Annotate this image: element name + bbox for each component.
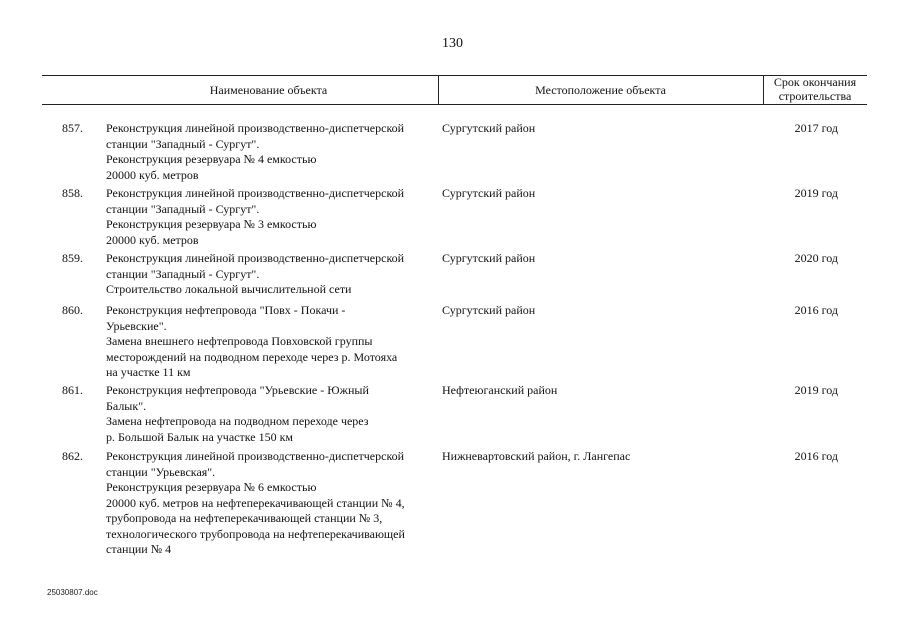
object-name-line: Замена нефтепровода на подводном переходе через <box>106 414 369 428</box>
row-term: 2019 год <box>794 383 838 397</box>
header-divider-location-term <box>763 75 764 104</box>
header-term-line2: строительства <box>778 89 852 103</box>
row-location: Нефтеюганский район <box>442 383 558 397</box>
object-name-line: Реконструкция резервуара № 3 емкостью <box>106 217 317 231</box>
page-number: 130 <box>442 36 463 51</box>
row-object-name <box>106 186 438 248</box>
row-object-name <box>106 121 438 183</box>
object-name-line: Реконструкция резервуара № 6 емкостью <box>106 480 317 494</box>
row-object-name <box>106 383 438 445</box>
row-object-name <box>106 251 438 298</box>
object-name-line: станции № 4 <box>106 542 172 556</box>
object-name-line: Реконструкция линейной производственно-диспетчерской <box>106 121 405 135</box>
object-name-line: трубопровода на нефтеперекачивающей станции № 3, <box>106 511 383 525</box>
object-name-line: Урьевские". <box>106 318 167 333</box>
object-name-line: р. Большой Балык на участке 150 км <box>106 429 294 444</box>
row-object-name <box>106 449 438 558</box>
row-location: Сургутский район <box>442 251 536 265</box>
row-term: 2016 год <box>794 449 838 463</box>
row-number: 861. <box>62 383 83 397</box>
row-term: 2020 год <box>794 251 838 265</box>
header-location: Местоположение объекта <box>535 83 666 97</box>
object-name-line: станции "Западный - Сургут". <box>106 266 260 281</box>
object-name-line: 20000 куб. метров <box>106 232 199 247</box>
object-name-line: Реконструкция линейной производственно-диспетчерской <box>106 186 405 200</box>
table-header-bottom-rule <box>42 104 867 105</box>
object-name-line: Реконструкция линейной производственно-диспетчерской <box>106 251 405 265</box>
object-name-line: Балык". <box>106 398 147 413</box>
object-name-line: Реконструкция нефтепровода "Урьевские - Южный <box>106 383 369 397</box>
object-name-line: Замена внешнего нефтепровода Повховской группы <box>106 334 373 348</box>
row-object-name <box>106 303 438 381</box>
object-name-line: 20000 куб. метров на нефтеперекачивающей станции № 4, <box>106 495 405 510</box>
row-location: Сургутский район <box>442 186 536 200</box>
row-term: 2017 год <box>794 121 838 135</box>
object-name-line: Строительство локальной вычислительной сети <box>106 282 352 296</box>
object-name-line: Реконструкция резервуара № 4 емкостью <box>106 152 317 166</box>
table-header-top-rule <box>42 75 867 76</box>
object-name-line: станции "Урьевская". <box>106 464 216 479</box>
object-name-line: месторождений на подводном переходе через р. Мотояха <box>106 349 398 364</box>
object-name-line: на участке 11 км <box>106 365 191 379</box>
header-term <box>765 75 865 103</box>
row-location: Сургутский район <box>442 303 536 317</box>
row-number: 860. <box>62 303 83 317</box>
row-number: 859. <box>62 251 83 265</box>
object-name-line: Реконструкция нефтепровода "Повх - Покачи - <box>106 303 346 317</box>
row-location: Сургутский район <box>442 121 536 135</box>
row-term: 2019 год <box>794 186 838 200</box>
row-term: 2016 год <box>794 303 838 317</box>
header-name: Наименование объекта <box>209 83 328 97</box>
row-number: 858. <box>62 186 83 200</box>
object-name-line: 20000 куб. метров <box>106 167 199 182</box>
row-number: 862. <box>62 449 83 463</box>
object-name-line: Реконструкция линейной производственно-диспетчерской <box>106 449 405 463</box>
row-number: 857. <box>62 121 83 135</box>
object-name-line: технологического трубопровода на нефтеперекачивающей <box>106 526 405 541</box>
row-location: Нижневартовский район, г. Лангепас <box>442 449 631 463</box>
object-name-line: станции "Западный - Сургут". <box>106 201 260 216</box>
header-term-line1: Срок окончания <box>773 75 857 89</box>
object-name-line: станции "Западный - Сургут". <box>106 136 260 151</box>
footer-file-name: 25030807.doc <box>47 588 98 597</box>
